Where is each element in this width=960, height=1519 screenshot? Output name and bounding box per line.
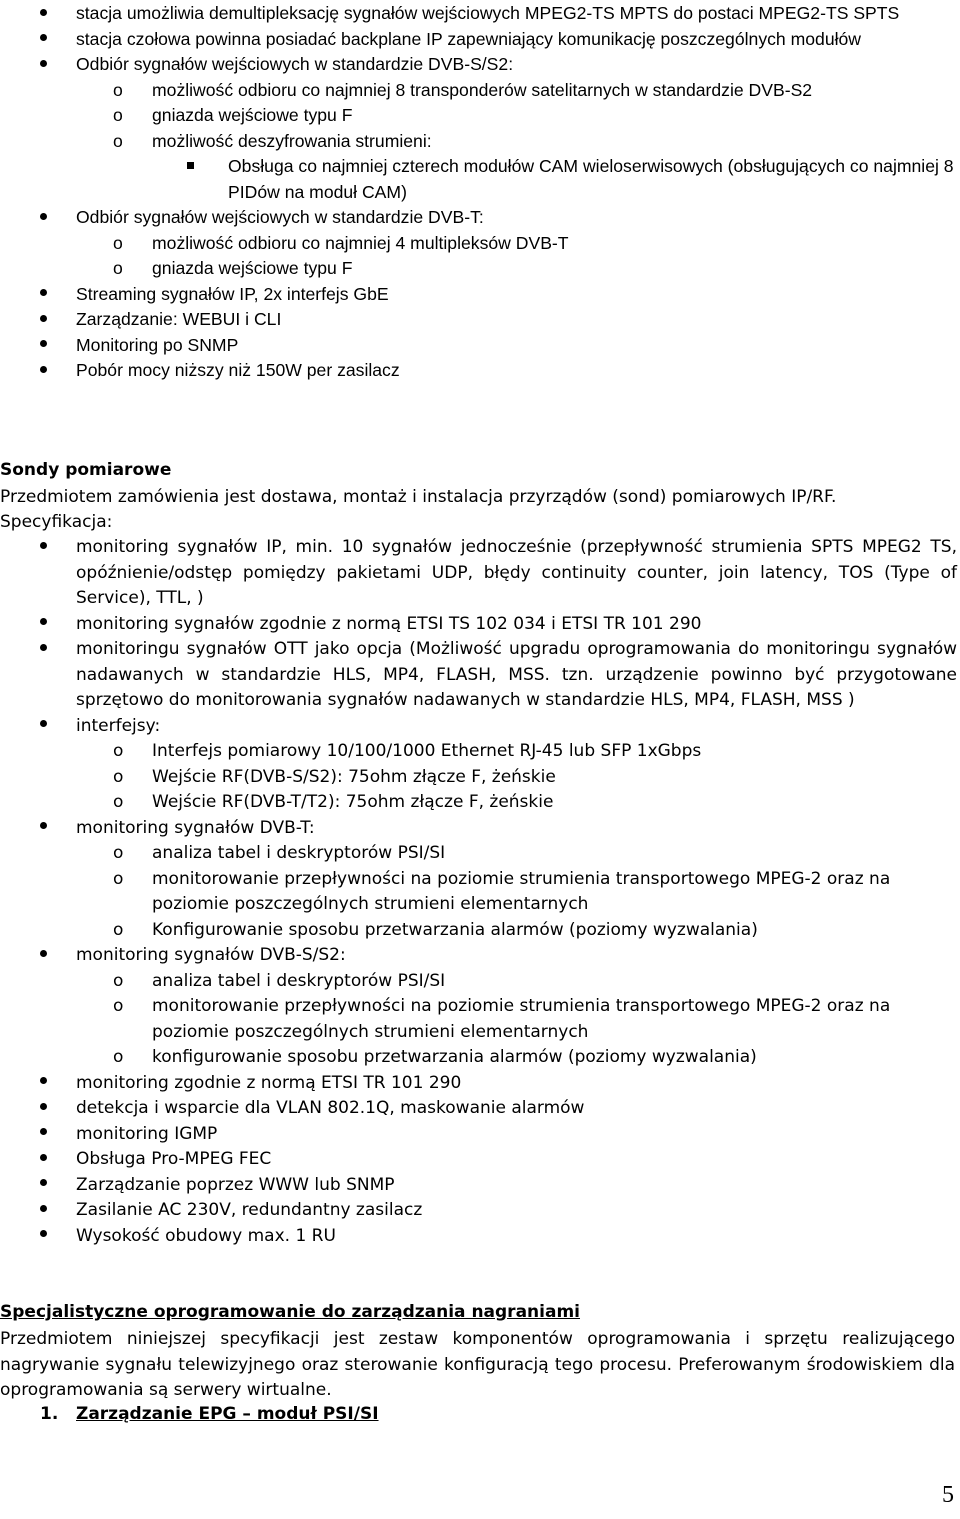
list-item-text: interfejsy: <box>76 715 161 736</box>
bullet-dot-icon <box>40 333 47 359</box>
list-item-text: Zasilanie AC 230V, redundantny zasilacz <box>76 1200 423 1220</box>
bullet-dot-icon <box>40 1198 47 1224</box>
bullet-circle-icon: o <box>113 919 124 940</box>
spec-list-probes <box>0 535 957 1249</box>
bullet-circle-icon: o <box>113 1047 124 1067</box>
bullet-circle-icon: o <box>113 970 124 991</box>
list-item <box>0 867 957 918</box>
numbered-heading-title: Zarządzanie EPG – moduł PSI/SI <box>76 1404 379 1424</box>
bullet-square-icon <box>187 154 194 180</box>
section-heading-probes: Sondy pomiarowe <box>0 460 172 480</box>
bullet-dot-icon <box>40 282 47 308</box>
list-item <box>0 816 957 842</box>
bullet-circle-icon: o <box>113 996 124 1016</box>
list-item <box>0 129 960 155</box>
list-item <box>0 1 960 27</box>
list-item-text: stacja czołowa powinna posiadać backplane IP zapewniający komunikację poszczególnych modułów <box>76 28 862 49</box>
bullet-dot-icon <box>40 358 47 384</box>
bullet-dot-icon <box>40 205 47 231</box>
list-item-text: monitorowanie przepływności na poziomie strumienia transportowego MPEG-2 oraz na poziomie poszczególnych strumieni elementarnych <box>152 996 891 1042</box>
list-item-text: Konfigurowanie sposobu przetwarzania alarmów (poziomy wyzwalania) <box>152 919 758 940</box>
list-item <box>0 994 957 1045</box>
list-item <box>0 154 960 205</box>
list-item-text: monitoring sygnałów DVB-T: <box>76 817 315 838</box>
bullet-circle-icon: o <box>113 232 123 253</box>
list-item-text: możliwość odbioru co najmniej 4 multipleksów DVB-T <box>152 232 569 253</box>
list-item <box>0 52 960 78</box>
list-item <box>0 333 960 359</box>
list-item <box>0 205 960 231</box>
list-item <box>0 307 960 333</box>
list-item-text: monitoring sygnałów DVB-S/S2: <box>76 945 346 965</box>
bullet-dot-icon <box>40 1224 47 1250</box>
list-item <box>0 1096 957 1122</box>
list-item-text: analiza tabel i deskryptorów PSI/SI <box>152 970 446 991</box>
bullet-circle-icon: o <box>113 741 124 761</box>
list-item <box>0 637 957 714</box>
list-item-text: Odbiór sygnałów wejściowych w standardzie DVB-S/S2: <box>76 54 514 74</box>
list-item-text: detekcja i wsparcie dla VLAN 802.1Q, maskowanie alarmów <box>76 1098 585 1118</box>
list-item <box>0 612 957 638</box>
list-item-text: Monitoring po SNMP <box>76 334 239 355</box>
bullet-dot-icon <box>40 1122 47 1148</box>
list-item <box>0 358 960 384</box>
list-item <box>0 282 960 308</box>
bullet-dot-icon <box>40 1 47 27</box>
list-item-text: Obsługa Pro-MPEG FEC <box>76 1149 272 1169</box>
section-heading-software: Specjalistyczne oprogramowanie do zarządzania nagraniami <box>0 1302 580 1322</box>
bullet-dot-icon <box>40 637 47 663</box>
list-item <box>0 714 957 740</box>
bullet-dot-icon <box>40 714 47 740</box>
list-item-text: Wejście RF(DVB-S/S2): 75ohm złącze F, żeńskie <box>152 766 556 787</box>
section-intro-software: Przedmiotem niniejszej specyfikacji jest zestaw komponentów oprogramowania i sprzętu realizującego nagrywanie sygnału telewizyjnego oraz sterowanie konfiguracją tego procesu. Preferowanym środowiskiem dla oprogramowania są serwery wirtualne. <box>0 1329 955 1400</box>
list-item <box>0 231 960 257</box>
bullet-dot-icon <box>40 1071 47 1097</box>
list-item-text: analiza tabel i deskryptorów PSI/SI <box>152 843 446 863</box>
bullet-circle-icon: o <box>113 792 124 812</box>
list-item-text: Zarządzanie: WEBUI i CLI <box>76 309 282 329</box>
list-item-text: możliwość odbioru co najmniej 8 transponderów satelitarnych w standardzie DVB-S2 <box>152 79 813 100</box>
bullet-circle-icon: o <box>113 843 124 863</box>
list-item <box>0 535 957 612</box>
bullet-dot-icon <box>40 943 47 969</box>
list-item <box>0 27 960 53</box>
list-item-text: możliwość deszyfrowania strumieni: <box>152 130 432 151</box>
spec-label: Specyfikacja: <box>0 512 113 532</box>
list-item-text: Streaming sygnałów IP, 2x interfejs GbE <box>76 283 389 304</box>
section-intro-probes: Przedmiotem zamówienia jest dostawa, montaż i instalacja przyrządów (sond) pomiarowych IP/RF. <box>0 487 837 507</box>
list-item-text: gniazda wejściowe typu F <box>152 258 353 278</box>
list-item-text: monitoringu sygnałów OTT jako opcja (Możliwość upgradu oprogramowania do monitoringu sygnałów nadawanych w standardzie HLS, MP4, FLASH, MSS. tzn. urządzenie powinno być przygotowane sprzętowo do monitorowania sygnałów nadawanych w standardzie HLS, MP4, FLASH, MSS ) <box>76 639 957 710</box>
bullet-circle-icon: o <box>113 766 124 787</box>
bullet-dot-icon <box>40 1147 47 1173</box>
list-item <box>0 943 957 969</box>
list-item <box>0 256 960 282</box>
list-item-text: Wejście RF(DVB-T/T2): 75ohm złącze F, żeńskie <box>152 792 554 812</box>
list-item-text: Odbiór sygnałów wejściowych w standardzie DVB-T: <box>76 207 484 227</box>
list-item <box>0 1045 957 1071</box>
bullet-dot-icon <box>40 52 47 78</box>
bullet-dot-icon <box>40 1096 47 1122</box>
list-item <box>0 739 957 765</box>
numbered-heading <box>40 1404 379 1424</box>
list-item <box>0 78 960 104</box>
list-item <box>0 1173 957 1199</box>
bullet-circle-icon: o <box>113 130 123 151</box>
bullet-circle-icon: o <box>113 868 124 889</box>
list-item-text: monitoring zgodnie z normą ETSI TR 101 290 <box>76 1072 462 1093</box>
list-item-text: Zarządzanie poprzez WWW lub SNMP <box>76 1174 395 1195</box>
list-item <box>0 918 957 944</box>
list-item <box>0 765 957 791</box>
list-item-text: monitoring IGMP <box>76 1123 218 1144</box>
bullet-dot-icon <box>40 612 47 638</box>
list-item-text: konfigurowanie sposobu przetwarzania alarmów (poziomy wyzwalania) <box>152 1047 757 1067</box>
list-item-text: stacja umożliwia demultipleksację sygnałów wejściowych MPEG2-TS MPTS do postaci MPEG2-TS SPTS <box>76 3 900 23</box>
bullet-dot-icon <box>40 816 47 842</box>
list-item-text: monitoring sygnałów zgodnie z normą ETSI TS 102 034 i ETSI TR 101 290 <box>76 613 702 634</box>
spec-list-headend <box>0 1 960 384</box>
list-item-text: monitoring sygnałów IP, min. 10 sygnałów jednocześnie (przepływność strumienia SPTS MPEG2 TS, opóźnienie/odstęp pomiędzy pakietami UDP, błędy continuity counter, join latency, TOS (Type of Service), TTL, ) <box>76 537 957 608</box>
list-item-text: Obsługa co najmniej czterech modułów CAM wieloserwisowych (obsługujących co najmniej 8 PIDów na moduł CAM) <box>228 156 954 202</box>
bullet-dot-icon <box>40 1173 47 1199</box>
bullet-dot-icon <box>40 307 47 333</box>
list-item <box>0 103 960 129</box>
bullet-dot-icon <box>40 27 47 53</box>
bullet-circle-icon: o <box>113 105 123 125</box>
list-item <box>0 1224 957 1250</box>
list-item-text: Pobór mocy niższy niż 150W per zasilacz <box>76 360 400 380</box>
list-item <box>0 1122 957 1148</box>
list-item-text: Wysokość obudowy max. 1 RU <box>76 1225 336 1246</box>
list-item <box>0 969 957 995</box>
list-item-text: monitorowanie przepływności na poziomie strumienia transportowego MPEG-2 oraz na poziomie poszczególnych strumieni elementarnych <box>152 868 891 914</box>
page-number: 5 <box>942 1482 954 1508</box>
list-item <box>0 1198 957 1224</box>
list-item <box>0 841 957 867</box>
list-item-text: Interfejs pomiarowy 10/100/1000 Ethernet RJ-45 lub SFP 1xGbps <box>152 741 702 761</box>
numbered-heading-number: 1. <box>40 1404 59 1424</box>
list-item-text: gniazda wejściowe typu F <box>152 105 353 125</box>
list-item <box>0 790 957 816</box>
list-item <box>0 1071 957 1097</box>
bullet-circle-icon: o <box>113 79 123 100</box>
list-item <box>0 1147 957 1173</box>
bullet-dot-icon <box>40 535 47 561</box>
bullet-circle-icon: o <box>113 258 123 278</box>
